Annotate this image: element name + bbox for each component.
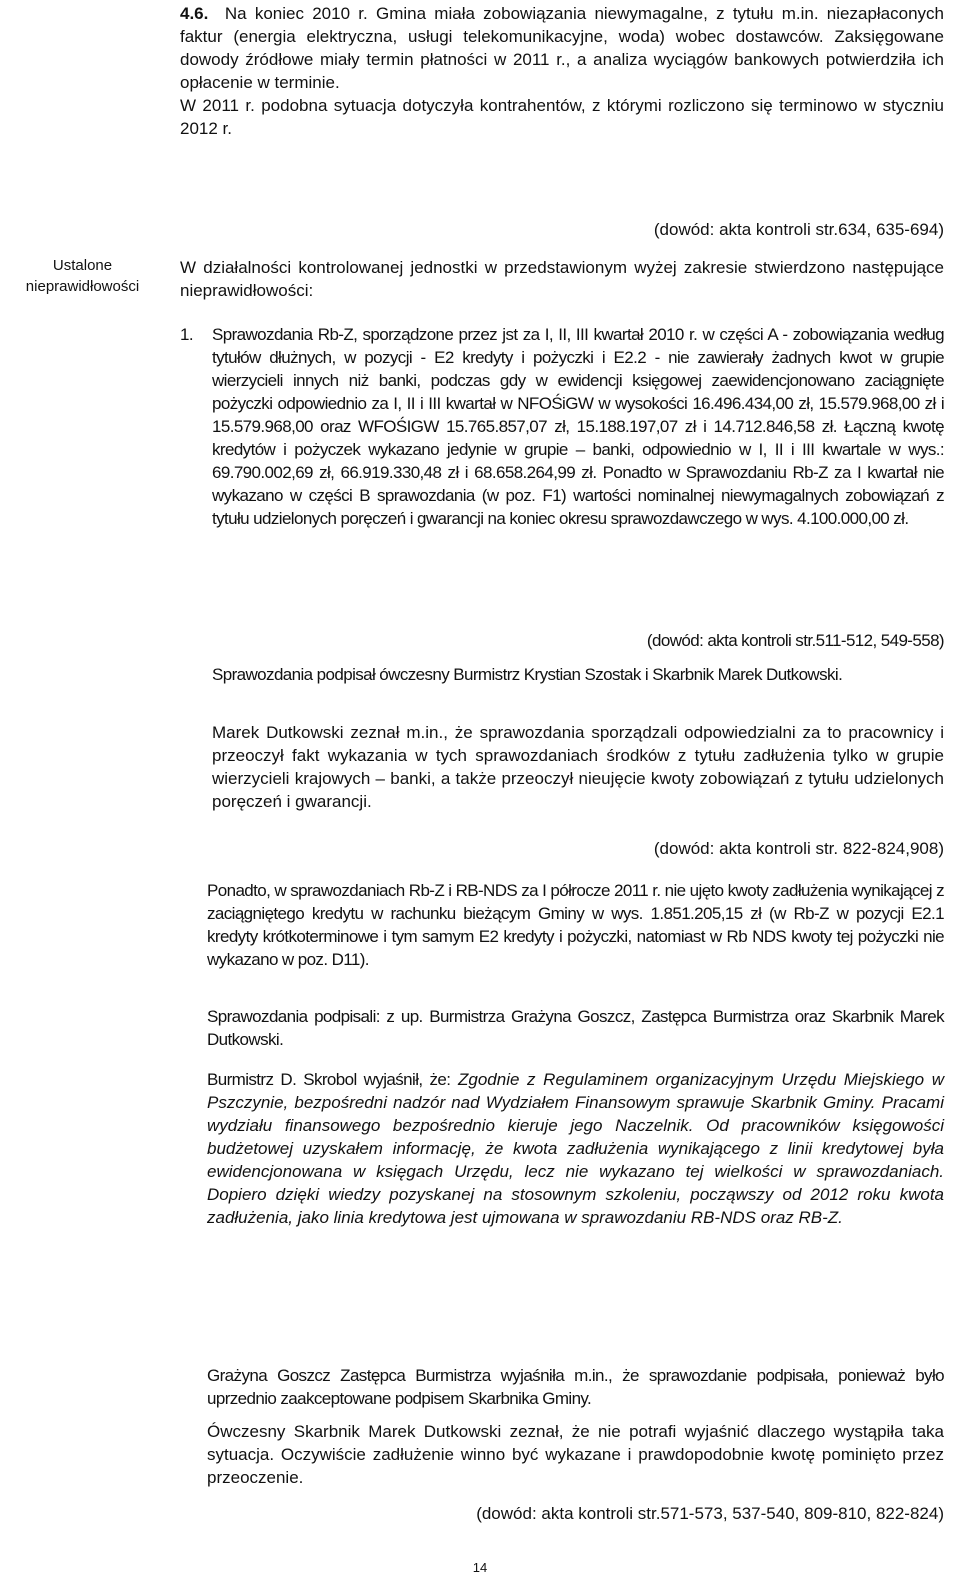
further-paragraph-5: Ówczesny Skarbnik Marek Dutkowski zeznał, że nie potrafi wyjaśnić dlaczego wystąpiła taka sytuacja. Oczywiście zadłużenie winno być wykazane i prawdopodobnie kwotę pominięto przez przeoczenie. xyxy=(207,1422,944,1487)
signed-paragraph: Sprawozdania podpisał ówczesny Burmistrz Krystian Szostak i Skarbnik Marek Dutkowski. xyxy=(212,665,843,684)
further-paragraph-4: Grażyna Goszcz Zastępca Burmistrza wyjaśniła m.in., że sprawozdanie podpisała, ponieważ było uprzednio zaakceptowane podpisem Skarbnika Gminy. xyxy=(207,1366,944,1408)
section-4-6-text: Na koniec 2010 r. Gmina miała zobowiązania niewymagalne, z tytułu m.in. niezapłaconych faktur (energia elektryczna, usługi telekomunikacyjne, woda) wobec dostawców. Zaksięgowane dowody źródłowe miały termin płatności w 2011 r., a analiza wyciągów bankowych potwierdziła ich opłacenie w terminie. xyxy=(180,4,944,92)
further-paragraph-2: Sprawozdania podpisali: z up. Burmistrza Grażyna Goszcz, Zastępca Burmistrza oraz Skarbnik Marek Dutkowski. xyxy=(207,1007,944,1049)
mayor-explanation-prefix: Burmistrz D. Skrobol wyjaśnił, że: xyxy=(207,1070,451,1089)
mayor-explanation-quote: Zgodnie z Regulaminem organizacyjnym Urzędu Miejskiego w Pszczynie, bezpośredni nadzór nad Wydziałem Finansowym sprawuje Skarbnik Gminy. Pracami wydziału finansowego bezpośrednio kieruje jego Naczelnik. Od pracowników księgowości budżetowej uzyskałem informację, że kwota zadłużenia wynikającego z linii kredytowej była ewidencjonowana w księgach Urzędu, lecz nie wykazano tej wielkości w sprawozdaniach. Dopiero dzięki wiedzy pozyskanej na stosownym szkoleniu, począwszy od 2012 roku kwota zadłużenia, jako linia kredytowa jest ujmowana w sprawozdaniu RB-NDS oraz RB-Z. xyxy=(207,1070,944,1227)
section-4-6-evidence: (dowód: akta kontroli str.634, 635-694) xyxy=(653,220,944,239)
list-item xyxy=(180,323,944,530)
section-4-6-text2: W 2011 r. podobna sytuacja dotyczyła kontrahentów, z którymi rozliczono się terminowo w styczniu 2012 r. xyxy=(180,96,944,138)
section-number: 4.6. xyxy=(180,4,209,23)
sidebar-label-line1: Ustalone xyxy=(52,257,113,274)
irregularity-item-1 xyxy=(180,323,944,530)
section-4-6-paragraph xyxy=(180,2,944,94)
section-4-6 xyxy=(180,2,944,140)
irregularities-intro: W działalności kontrolowanej jednostki w przedstawionym wyżej zakresie stwierdzono następujące nieprawidłowości: xyxy=(180,258,944,300)
list-item-text: Sprawozdania Rb-Z, sporządzone przez jst za I, II, III kwartał 2010 r. w części A - zobowiązania według tytułów dłużnych, w pozycji - E2 kredyty i pożyczki i E2.2 - nie zawierały żadnych kwot w grupie wierzycieli innych niż banki, podczas gdy w ewidencji księgowej zaewidencjonowano zaciągnięte pożyczki odpowiednio za I, II i III kwartał w NFOŚiGW w wysokości 16.496.434,00 zł, 15.579.968,00 zł i 15.579.968,00 oraz WFOŚIGW 15.765.857,07 zł, 15.188.197,07 zł i 14.712.846,58 zł. Łączną kwotę kredytów i pożyczek wykazano jedynie w grupie – banki, odpowiednio w I, II i III kwartale w wys.: 69.790.002,69 zł, 66.919.330,48 zł i 68.658.264,99 zł. Ponadto w Sprawozdaniu Rb-Z za I kwartał nie wykazano w części B sprawozdania (w poz. F1) wartości nominalnej niewymagalnych zobowiązań z tytułu udzielonych poręczeń i gwarancji na koniec okresu sprawozdawczego w wys. 4.100.000,00 zł. xyxy=(212,325,944,528)
sidebar-label-line2: nieprawidłowości xyxy=(25,278,140,295)
sidebar-label xyxy=(0,255,165,297)
dutkowski-statement: Marek Dutkowski zeznał m.in., że sprawozdania sporządzali odpowiedzialni za to pracownicy i przeoczył fakt wykazania w tych sprawozdaniach środków z tytułu zadłużenia tylko w grupie wierzycieli krajowych – banki, a także przeoczył nieujęcie kwoty zobowiązań z tytułu udzielonych poręczeń i gwarancji. xyxy=(212,723,944,811)
further-paragraph-3 xyxy=(207,1068,944,1229)
further-paragraph-1: Ponadto, w sprawozdaniach Rb-Z i RB-NDS za I półrocze 2011 r. nie ujęto kwoty zadłużenia wynikającej z zaciągniętego kredytu w rachunku bieżącym Gminy w wys. 1.851.205,15 zł (w Rb-Z w pozycji E2.1 kredyty krótkoterminowe i tym samym E2 kredyty i pożyczki, natomiast w Rb NDS kwoty tej pożyczki nie wykazano w poz. D11). xyxy=(207,881,944,969)
item-1-evidence: (dowód: akta kontroli str.511-512, 549-558) xyxy=(646,631,944,650)
page-number: 14 xyxy=(472,1560,488,1575)
list-item-number: 1. xyxy=(180,325,193,344)
dutkowski-evidence: (dowód: akta kontroli str. 822-824,908) xyxy=(653,839,944,858)
further-evidence: (dowód: akta kontroli str.571-573, 537-540, 809-810, 822-824) xyxy=(476,1504,944,1523)
